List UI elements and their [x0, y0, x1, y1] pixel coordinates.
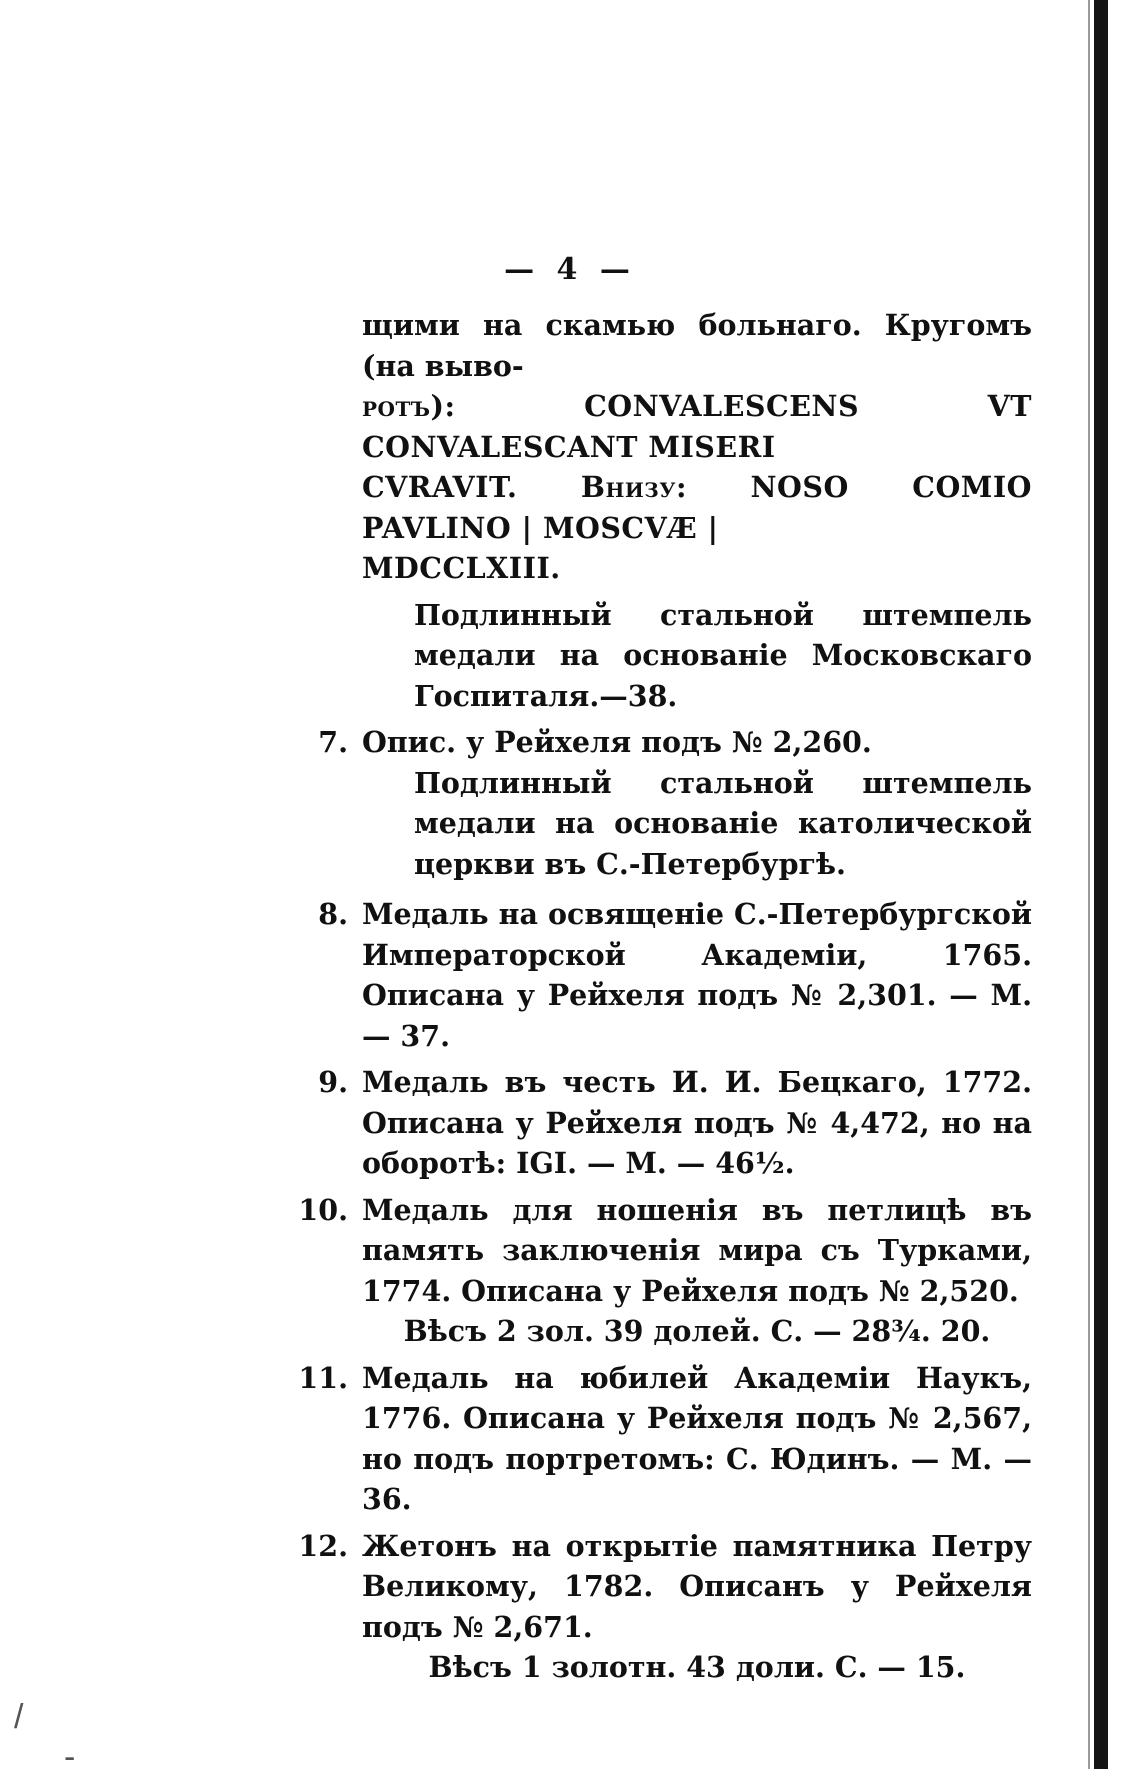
- entry-9: [318, 1062, 1032, 1184]
- entry-text: Опис. у Рейхеля подъ № 2,260.: [362, 725, 872, 759]
- entry-12: [298, 1526, 1032, 1688]
- entry-note: Вѣсъ 1 золотн. 43 доли. С. — 15.: [428, 1650, 966, 1684]
- entry-text: Медаль въ честь И. И. Бецкаго, 1772. Описана у Рейхеля подъ № 4,472, но на оборотѣ: IGI. — М. — 46½.: [362, 1065, 1032, 1180]
- stray-mark-slash: /: [14, 1698, 24, 1736]
- note-hospital: Подлинный стальной штемпель медали на основаніе Московскаго Госпиталя.—38.: [414, 597, 1032, 713]
- page-number: — 4 —: [504, 252, 636, 287]
- entry-text: Медаль для ношенія въ петлицѣ въ память заключенія мира съ Турками, 1774. Описана у Рейхеля подъ № 2,520.: [362, 1192, 1032, 1308]
- entry-number: 11.: [298, 1360, 348, 1395]
- entry-7: [318, 722, 1032, 884]
- page-body: [298, 305, 1032, 1688]
- entry-number: 7.: [318, 725, 348, 759]
- entry-text: Жетонъ на открытіе памятника Петру Великому, 1782. Описанъ у Рейхеля подъ № 2,671.: [362, 1528, 1032, 1644]
- entry-number: 8.: [318, 897, 348, 931]
- entry-8: [318, 894, 1032, 1056]
- stray-mark-dash: -: [64, 1738, 76, 1776]
- entry-text: Медаль на освященіе С.-Петербургской Императорской Академіи, 1765. Описана у Рейхеля подъ № 2,301. — М. — 37.: [362, 897, 1032, 1053]
- entry-number: 12.: [298, 1528, 348, 1563]
- intro-line-2: ротъ): CONVALESCENS VT CONVALESCANT MISERI: [362, 389, 1032, 464]
- intro-line-4: MDCCLXIII.: [362, 551, 561, 585]
- intro-line-1: щими на скамью больнаго. Кругомъ (на выво-: [362, 308, 1032, 383]
- entry-note: Подлинный стальной штемпель медали на основаніе католической церкви въ С.-Петербургѣ.: [414, 765, 1032, 881]
- entry-number: 10.: [298, 1192, 348, 1227]
- entry-text: Медаль на юбилей Академіи Наукъ, 1776. Описана у Рейхеля подъ № 2,567, но подъ портретомъ: С. Юдинъ. — М. — 36.: [362, 1360, 1032, 1516]
- entry-10: [298, 1190, 1032, 1352]
- entry-11: [298, 1358, 1032, 1520]
- entry-number: 9.: [318, 1065, 348, 1099]
- intro-line-3: CVRAVIT. Внизу: NOSO COMIO PAVLINO | MOSCVÆ |: [362, 470, 1032, 545]
- entry-note: Вѣсъ 2 зол. 39 долей. С. — 28¾. 20.: [403, 1314, 991, 1348]
